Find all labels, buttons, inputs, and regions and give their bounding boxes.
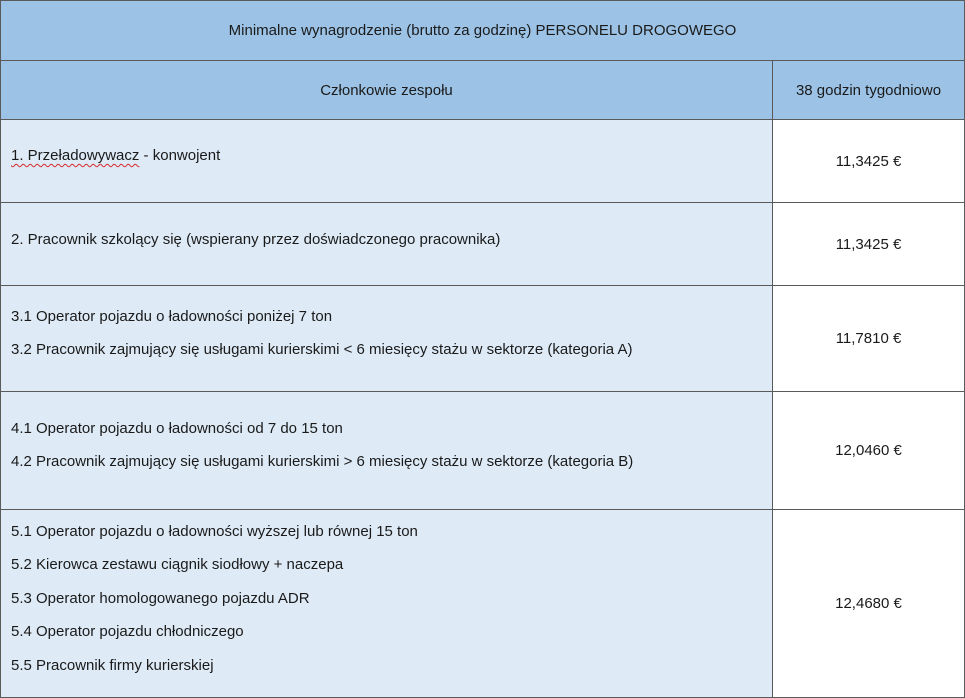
header-cell-hours — [772, 60, 965, 119]
member-cell — [0, 202, 772, 285]
member-text: 5.1 Operator pojazdu o ładowności wyższej lub równej 15 ton — [11, 523, 418, 540]
wage-value: 12,4680 € — [835, 595, 902, 612]
member-cell — [0, 391, 772, 509]
member-text: 5.5 Pracownik firmy kurierskiej — [11, 657, 214, 674]
wage-value: 11,3425 € — [835, 152, 902, 170]
wage-cell — [772, 285, 965, 391]
table-row — [0, 285, 965, 391]
member-text: 5.2 Kierowca zestawu ciągnik siodłowy + naczepa — [11, 556, 344, 573]
member-text: 5.4 Operator pojazdu chłodniczego — [11, 623, 244, 640]
table-row — [0, 202, 965, 285]
member-text: - konwojent — [139, 147, 221, 164]
wage-cell — [772, 119, 965, 202]
member-text: 4.2 Pracownik zajmujący się usługami kurierskimi > 6 miesięcy stażu w sektorze (kategoria B) — [11, 453, 634, 470]
member-text: 3.2 Pracownik zajmujący się usługami kurierskimi < 6 miesięcy stażu w sektorze (kategoria A) — [11, 341, 633, 358]
spellcheck-flagged-text[interactable]: 1. Przeładowywacz — [11, 147, 140, 164]
wage-value: 11,7810 € — [835, 330, 902, 347]
table-row — [0, 509, 965, 698]
table-row — [0, 391, 965, 509]
header-cell-members — [0, 60, 772, 119]
table-row — [0, 119, 965, 202]
column-header-hours: 38 godzin tygodniowo — [795, 81, 942, 99]
wage-value: 11,3425 € — [835, 235, 902, 253]
member-cell — [0, 509, 772, 698]
member-cell — [0, 119, 772, 202]
wage-cell — [772, 391, 965, 509]
member-text: 3.1 Operator pojazdu o ładowności poniżej 7 ton — [11, 308, 333, 325]
title-cell — [0, 0, 965, 60]
wage-cell — [772, 509, 965, 698]
member-text: 2. Pracownik szkolący się (wspierany przez doświadczonego pracownika) — [11, 231, 501, 248]
wage-cell — [772, 202, 965, 285]
member-cell — [0, 285, 772, 391]
wage-value: 12,0460 € — [835, 442, 902, 459]
header-row — [0, 60, 965, 119]
table-title: Minimalne wynagrodzenie (brutto za godzinę) PERSONELU DROGOWEGO — [228, 22, 737, 39]
member-line — [11, 147, 220, 165]
member-text: 5.3 Operator homologowanego pojazdu ADR — [11, 590, 310, 607]
member-text: 4.1 Operator pojazdu o ładowności od 7 do 15 ton — [11, 420, 343, 437]
title-row — [0, 0, 965, 60]
column-header-members: Członkowie zespołu — [320, 81, 453, 99]
